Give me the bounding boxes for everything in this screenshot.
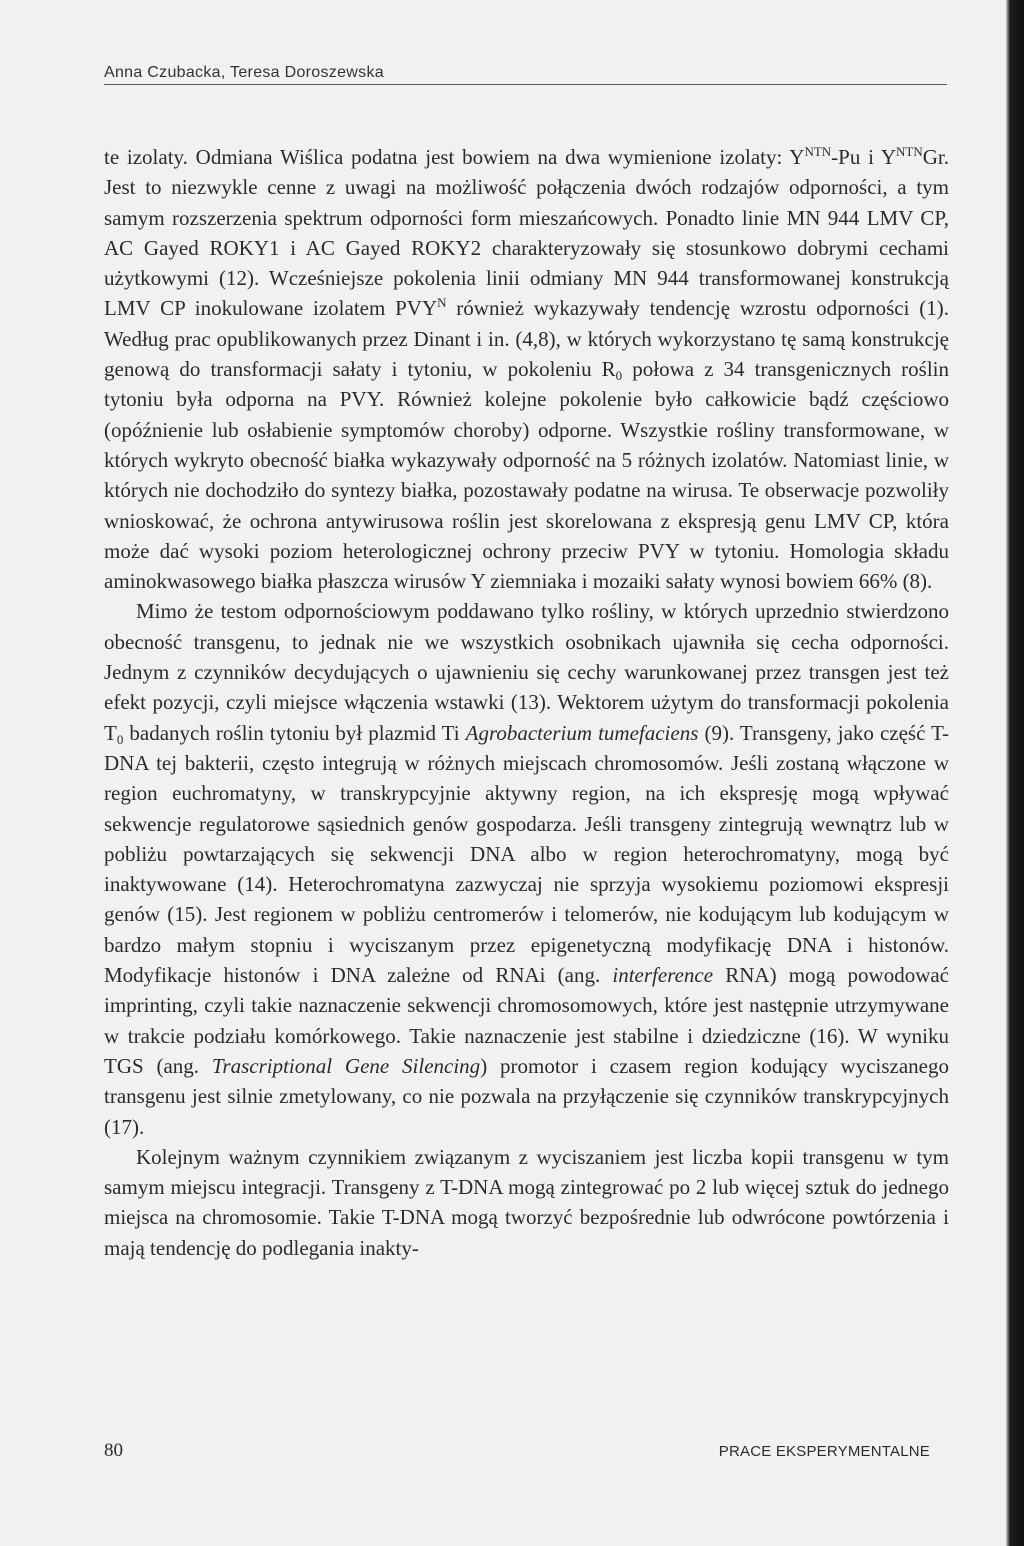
header-rule	[104, 84, 947, 85]
paragraph	[104, 596, 949, 1141]
italic-term: interference	[612, 963, 714, 988]
italic-term: Agrobacterium tumefaciens	[465, 720, 699, 745]
text-run: ) promotor i czasem region kodujący wyciszanego transgenu jest silnie zmetylowany, co nie pozwala na przyłączenie się czynników transkrypcyjnych (17).	[104, 1053, 949, 1139]
subscript: 0	[116, 731, 124, 747]
text-run: badanych roślin tytoniu był plazmid Ti	[123, 720, 466, 745]
superscript: NTN	[896, 144, 923, 159]
text-run: RNA) mogą powodować imprinting, czyli takie naznaczenie sekwencji chromosomowych, które jest następnie utrzymywane w trakcie podziału komórkowego. Takie naznaczenie jest stabilne i dziedziczne (16). W wyniku TGS (ang.	[104, 963, 949, 1078]
running-header-authors: Anna Czubacka, Teresa Doroszewska	[104, 64, 384, 81]
text-run: również wykazywały tendencję wzrostu odporności (1). Według prac opublikowanych przez Dinant i in. (4,8), w których wykorzystano tę samą konstrukcję genową do transformacji sałaty i tytoniu, w pokoleniu R	[104, 296, 949, 382]
scan-edge-shadow	[1006, 0, 1024, 1546]
paragraph	[104, 1142, 949, 1263]
page-number: 80	[104, 1440, 123, 1461]
paragraph	[104, 142, 949, 596]
superscript: N	[437, 295, 447, 311]
text-run: połowa z 34 transgenicznych roślin tytoniu była odporna na PVY. Również kolejne pokolenie było całkowicie bądź częściowo (opóźnienie lub osłabienie symptomów choroby) odporne. Wszystkie rośliny transformowane, w których wykryto obecność białka wykazywały odporność na 5 różnych izolatów. Natomiast linie, w których nie dochodziło do syntezy białka, pozostawały podatne na wirusa. Te obserwacje pozwoliły wnioskować, że ochrona antywirusowa roślin jest skorelowana z ekspresją genu LMV CP, która może dać wysoki poziom heterologicznej ochrony przeciw PVY w tytoniu. Homologia składu aminokwasowego białka płaszcza wirusów Y ziemniaka i mozaiki sałaty wynosi bowiem 66% (8).	[104, 357, 949, 594]
text-run: Mimo że testom odpornościowym poddawano tylko rośliny, w których uprzednio stwierdzono obecność transgenu, to jednak nie we wszystkich osobnikach ujawniła się cecha odporności. Jednym z czynników decydujących o ujawnieniu się cechy warunkowanej przez transgen jest też efekt pozycji, czyli miejsce włączenia wstawki (13). Wektorem użytym do transformacji pokolenia T	[104, 599, 949, 745]
body-text	[104, 142, 949, 1263]
text-run: te izolaty. Odmiana Wiślica podatna jest bowiem na dwa wymienione izolaty: Y	[104, 145, 805, 169]
subscript: 0	[615, 368, 623, 384]
text-run: (9). Transgeny, jako część T-DNA tej bakterii, często integrują w różnych miejscach chromosomów. Jeśli zostaną włączone w region euchromatyny, w transkrypcyjnie aktywny region, na ich ekspresję mogą wpływać sekwencje regulatorowe sąsiednich genów gospodarza. Jeśli transgeny zintegrują wewnątrz lub w pobliżu powtarzających się sekwencji DNA albo w region heterochromatyny, mogą być inaktywowane (14). Heterochromatyna zazwyczaj nie sprzyja wysokiemu poziomowi ekspresji genów (15). Jest regionem w pobliżu centromerów i telomerów, nie kodującym lub kodującym w bardzo małym stopniu i wyciszanym przez epigenetyczną modyfikację DNA i histonów. Modyfikacje histonów i DNA zależne od RNAi (ang.	[104, 720, 949, 988]
journal-section-name: PRACE EKSPERYMENTALNE	[718, 1443, 930, 1460]
superscript: NTN	[804, 144, 832, 159]
text-run: Gr. Jest to niezwykle cenne z uwagi na możliwość połączenia dwóch rodzajów odporności, a tym samym rozszerzenia spektrum odporności form mieszańcowych. Ponadto linie MN 944 LMV CP, AC Gayed ROKY1 i AC Gayed ROKY2 charakteryzowały się stosunkowo dobrymi cechami użytkowymi (12). Wcześniejsze pokolenia linii odmiany MN 944 transformowanej konstrukcją LMV CP inokulowane izolatem PVY	[104, 145, 949, 321]
text-run: -Pu i Y	[831, 145, 897, 169]
text-run: Kolejnym ważnym czynnikiem związanym z wyciszaniem jest liczba kopii transgenu w tym samym miejscu integracji. Transgeny z T-DNA mogą zintegrować po 2 lub więcej sztuk do jednego miejsca na chromosomie. Takie T-DNA mogą tworzyć bezpośrednie lub odwrócone powtórzenia i mają tendencję do podlegania inakty-	[104, 1144, 949, 1260]
italic-term: Trascriptional Gene Silencing	[211, 1053, 481, 1078]
